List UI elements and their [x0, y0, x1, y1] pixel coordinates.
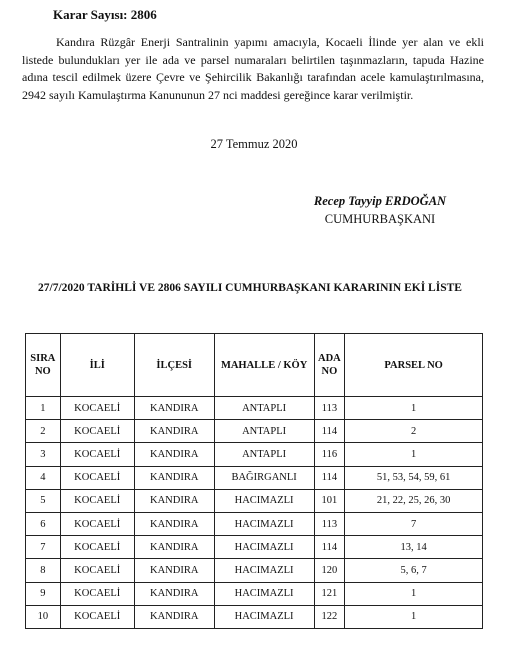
table-header-row [26, 334, 483, 397]
cell-parsel: 1 [345, 582, 483, 605]
cell-sira: 6 [26, 512, 61, 535]
cell-ada: 113 [314, 397, 345, 420]
cell-il: KOCAELİ [60, 536, 134, 559]
signature-block [300, 192, 460, 228]
decree-text: Kandıra Rüzgâr Enerji Santralinin yapımı amacıyla, Kocaeli İlinde yer alan ve ekli listede bulundukları yer ile ada ve parsel numaraları belirtilen taşınmazların, tapuda Hazine adına tescil edilmek üzere Çevre ve Şehircilik Bakanlığı tarafından acele kamulaştırılmasına, 2942 sayılı Kamulaştırma Kanununun 27 nci maddesi gereğince karar verilmiştir. [22, 35, 484, 102]
cell-ilce: KANDIRA [134, 512, 214, 535]
cell-il: KOCAELİ [60, 466, 134, 489]
cell-il: KOCAELİ [60, 397, 134, 420]
cell-mahalle: BAĞIRGANLI [214, 466, 314, 489]
cell-sira: 4 [26, 466, 61, 489]
parcel-table [25, 333, 483, 629]
cell-sira: 3 [26, 443, 61, 466]
cell-ada: 114 [314, 536, 345, 559]
cell-ilce: KANDIRA [134, 397, 214, 420]
cell-ilce: KANDIRA [134, 443, 214, 466]
cell-parsel: 5, 6, 7 [345, 559, 483, 582]
signer-name: Recep Tayyip ERDOĞAN [313, 194, 447, 208]
cell-ilce: KANDIRA [134, 420, 214, 443]
cell-il: KOCAELİ [60, 605, 134, 628]
cell-mahalle: HACIMAZLI [214, 536, 314, 559]
cell-ilce: KANDIRA [134, 559, 214, 582]
cell-parsel: 1 [345, 397, 483, 420]
cell-sira: 8 [26, 559, 61, 582]
table-row [26, 512, 483, 535]
cell-ilce: KANDIRA [134, 605, 214, 628]
cell-sira: 9 [26, 582, 61, 605]
cell-mahalle: HACIMAZLI [214, 605, 314, 628]
cell-sira: 5 [26, 489, 61, 512]
cell-sira: 10 [26, 605, 61, 628]
cell-mahalle: HACIMAZLI [214, 512, 314, 535]
cell-sira: 7 [26, 536, 61, 559]
cell-parsel: 13, 14 [345, 536, 483, 559]
table-row [26, 443, 483, 466]
cell-sira: 1 [26, 397, 61, 420]
header-parsel-no: PARSEL NO [345, 334, 483, 397]
header-il: İLİ [60, 334, 134, 397]
signer-title: CUMHURBAŞKANI [324, 212, 436, 226]
cell-il: KOCAELİ [60, 559, 134, 582]
header-ada-no: ADA NO [314, 334, 345, 397]
table-row [26, 605, 483, 628]
table-row [26, 559, 483, 582]
cell-ada: 121 [314, 582, 345, 605]
cell-il: KOCAELİ [60, 489, 134, 512]
cell-parsel: 1 [345, 605, 483, 628]
cell-ilce: KANDIRA [134, 582, 214, 605]
header-ilce: İLÇESİ [134, 334, 214, 397]
cell-ada: 122 [314, 605, 345, 628]
cell-il: KOCAELİ [60, 443, 134, 466]
cell-parsel: 1 [345, 443, 483, 466]
annex-title: 27/7/2020 TARİHLİ VE 2806 SAYILI CUMHURBAŞKANI KARARININ EKİ LİSTE [38, 282, 462, 294]
table-row [26, 420, 483, 443]
cell-parsel: 21, 22, 25, 26, 30 [345, 489, 483, 512]
cell-ada: 101 [314, 489, 345, 512]
cell-ada: 114 [314, 420, 345, 443]
cell-il: KOCAELİ [60, 420, 134, 443]
table-row [26, 466, 483, 489]
cell-il: KOCAELİ [60, 582, 134, 605]
cell-mahalle: HACIMAZLI [214, 582, 314, 605]
cell-parsel: 2 [345, 420, 483, 443]
table-row [26, 536, 483, 559]
cell-ada: 120 [314, 559, 345, 582]
cell-ada: 114 [314, 466, 345, 489]
cell-ilce: KANDIRA [134, 489, 214, 512]
cell-ada: 113 [314, 512, 345, 535]
cell-parsel: 51, 53, 54, 59, 61 [345, 466, 483, 489]
cell-parsel: 7 [345, 512, 483, 535]
cell-mahalle: HACIMAZLI [214, 489, 314, 512]
table-row [26, 397, 483, 420]
cell-il: KOCAELİ [60, 512, 134, 535]
cell-mahalle: ANTAPLI [214, 420, 314, 443]
cell-ilce: KANDIRA [134, 536, 214, 559]
table-row [26, 582, 483, 605]
cell-mahalle: ANTAPLI [214, 443, 314, 466]
cell-ilce: KANDIRA [134, 466, 214, 489]
decree-date: 27 Temmuz 2020 [210, 137, 298, 151]
table-row [26, 489, 483, 512]
cell-ada: 116 [314, 443, 345, 466]
decree-number: Karar Sayısı: 2806 [53, 7, 157, 22]
cell-mahalle: HACIMAZLI [214, 559, 314, 582]
header-sira-no: SIRA NO [26, 334, 61, 397]
cell-mahalle: ANTAPLI [214, 397, 314, 420]
header-mahalle: MAHALLE / KÖY [214, 334, 314, 397]
cell-sira: 2 [26, 420, 61, 443]
